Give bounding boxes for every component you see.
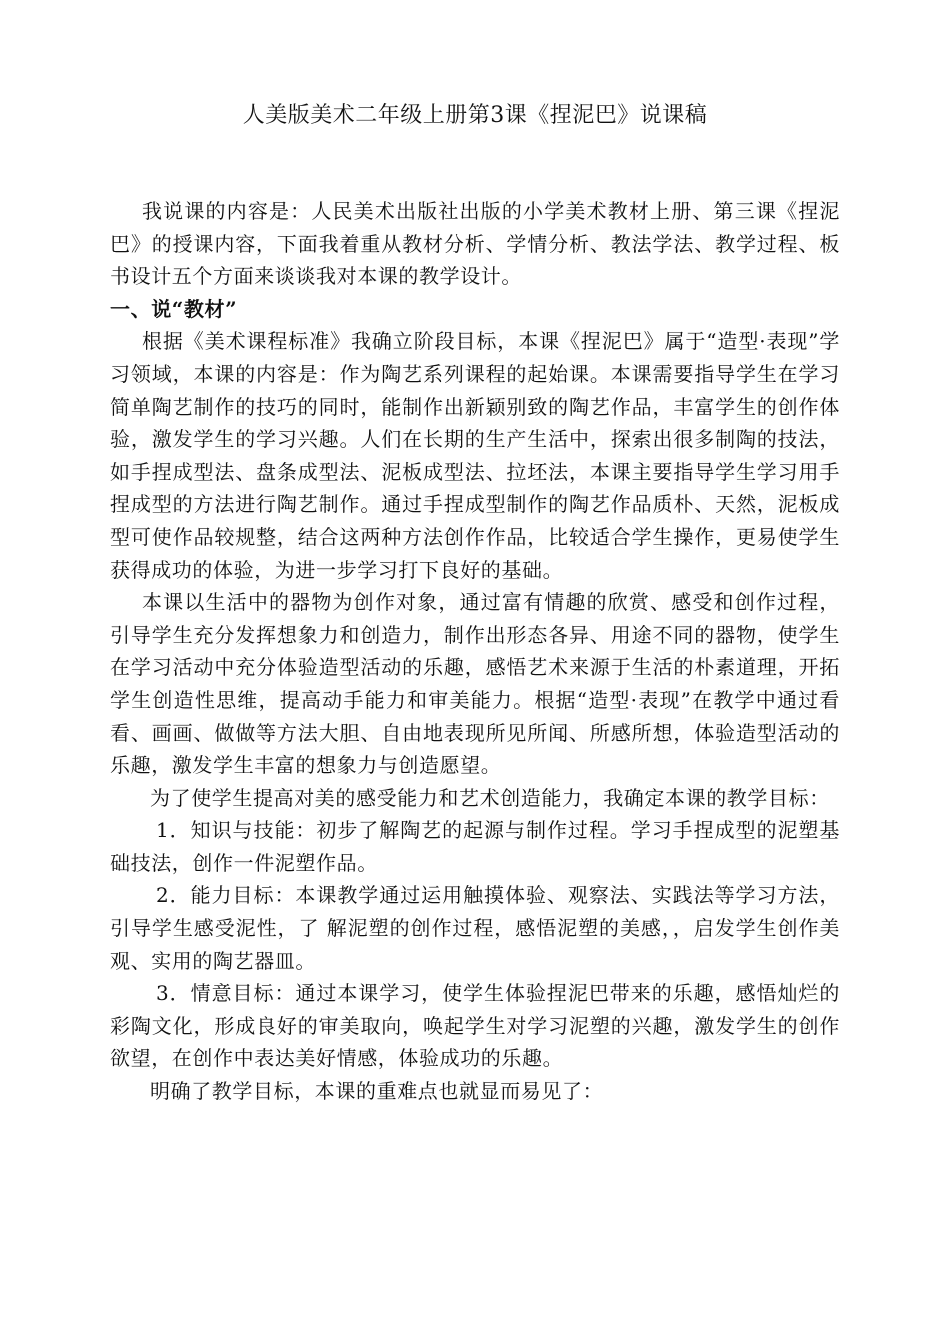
textbook-paragraph-2: 本课以生活中的器物为创作对象，通过富有情趣的欣赏、感受和创作过程，引导学生充分发挥想象力和创造力，制作出形态各异、用途不同的器物，使学生在学习活动中充分体验造型活动的乐趣，感悟艺术来源于生活的朴素道理，开拓学生创造性思维，提高动手能力和审美能力。根据“造型·表现”在教学中通过看看、画画、做做等方法大胆、自由地表现所见所闻、所感所想，体验造型活动的乐趣，激发学生丰富的想象力与创造愿望。 [110, 590, 840, 778]
section-heading-textbook: 一、说“教材” [110, 296, 238, 321]
goals-intro-paragraph: 为了使学生提高对美的感受能力和艺术创造能力，我确定本课的教学目标： [150, 785, 830, 810]
key-points-paragraph: 明确了教学目标，本课的重难点也就显而易见了： [150, 1079, 604, 1104]
goal-emotion: 3．情意目标：通过本课学习，使学生体验捏泥巴带来的乐趣，感悟灿烂的彩陶文化，形成良好的审美取向，唤起学生对学习泥塑的兴趣，激发学生的创作欲望，在创作中表达美好情感，体验成功的乐趣。 [110, 981, 840, 1071]
goal-ability: 2．能力目标：本课教学通过运用触摸体验、观察法、实践法等学习方法，引导学生感受泥性，了 解泥塑的创作过程，感悟泥塑的美感，，启发学生创作美观、实用的陶艺器皿。 [110, 883, 840, 973]
document-body [110, 195, 840, 1108]
textbook-paragraph-1: 根据《美术课程标准》我确立阶段目标，本课《捏泥巴》属于“造型·表现”学习领域，本课的内容是：作为陶艺系列课程的起始课。本课需要指导学生在学习简单陶艺制作的技巧的同时，能制作出新颖别致的陶艺作品，丰富学生的创作体验，激发学生的学习兴趣。人们在长期的生产生活中，探索出很多制陶的技法，如手捏成型法、盘条成型法、泥板成型法、拉坯法，本课主要指导学生学习用手捏成型的方法进行陶艺制作。通过手捏成型制作的陶艺作品质朴、天然，泥板成型可使作品较规整，结合这两种方法创作作品，比较适合学生操作，更易使学生获得成功的体验，为进一步学习打下良好的基础。 [110, 329, 840, 582]
intro-paragraph: 我说课的内容是：人民美术出版社出版的小学美术教材上册、第三课《捏泥巴》的授课内容，下面我着重从教材分析、学情分析、教法学法、教学过程、板书设计五个方面来谈谈我对本课的教学设计。 [110, 199, 840, 289]
document-title: 人美版美术二年级上册第3课《捏泥巴》说课稿 [242, 103, 708, 128]
goal-knowledge-skill: 1．知识与技能：初步了解陶艺的起源与制作过程。学习手捏成型的泥塑基础技法，创作一件泥塑作品。 [110, 818, 840, 875]
